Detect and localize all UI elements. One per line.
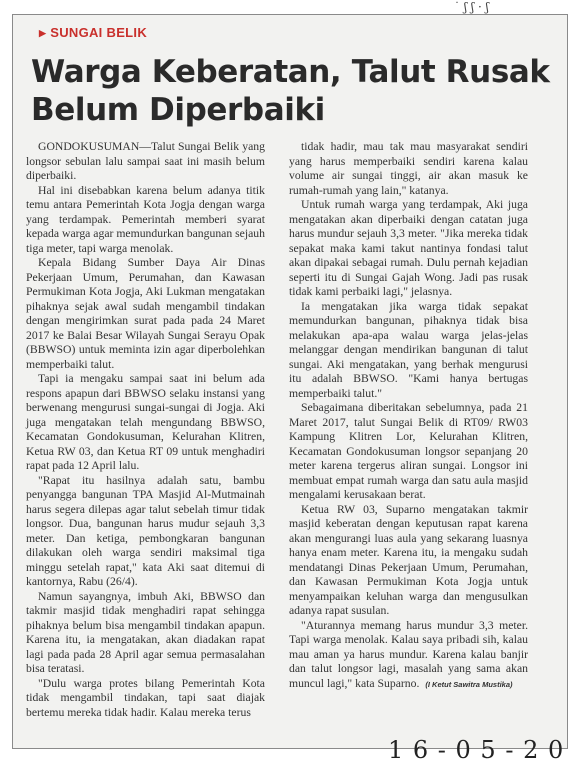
author-byline: (I Ketut Sawitra Mustika): [425, 679, 513, 689]
article-column-left: [26, 140, 265, 720]
paragraph: "Rapat itu hasilnya adalah satu, bambu penyangga bangunan TPA Masjid Al-Mutmainah harus segera dilepas agar talut sebelah timur tidak longsor. Dua, bangunan harus mudur sejauh 3,3 meter. Dan ketiga, pembongkaran bangunan dilakukan oleh warga sendiri maksimal tiga minggu setelah rapat," kata Aki saat ditemui di kantornya, Rabu (26/4).: [26, 473, 265, 588]
paragraph: GONDOKUSUMAN—Talut Sungai Belik yang longsor sebulan lalu sampai saat ini masih belum diperbaiki.: [26, 140, 265, 182]
article-headline: Warga Keberatan, Talut Rusak Belum Diperbaiki: [31, 54, 550, 128]
paragraph: Namun sayangnya, imbuh Aki, BBWSO dan takmir masjid tidak menghadiri rapat sehingga pihaknya belum bisa mengambil tindakan apapun. Karena itu, ia mengatakan, akan diadakan rapat lagi pada pada 28 April agar semua permasalahan bisa teratasi.: [26, 589, 265, 675]
article-column-right: [289, 140, 528, 692]
paragraph: Kepala Bidang Sumber Daya Air Dinas Pekerjaan Umum, Perumahan, dan Kawasan Permukiman Kota Jogja, Aki Lukman mengatakan pihaknya sejak awal sudah mengambil tindakan dengan mengirimkan surat pada pada 24 Maret 2017 ke Balai Besar Wilayah Sungai Serayu Opak (BBWSO) untuk meminta izin agar diperbolehkan memperbaiki talut.: [26, 256, 265, 371]
paragraph: Tapi ia mengaku sampai saat ini belum ada respons apapun dari BBWSO selaku instansi yang berwenang mengurusi sungai-sungai di Jogja. Aki juga mengatakan telah mengundang BBWSO, Kecamatan Gondokusuman, Kelurahan Klitren, Ketua RW 03, dan Ketua RT 09 untuk menghadiri rapat pada 12 April lalu.: [26, 372, 265, 472]
paragraph: Sebagaimana diberitakan sebelumnya, pada 21 Maret 2017, talut Sungai Belik di RT09/ RW03 Kampung Klitren Lor, Kelurahan Klitren, Kecamatan Gondokusuman longsor sepanjang 20 meter karena tergerus aliran sungai. Longsor ini membuat empat rumah warga dan satu aula masjid mengalami kerusakaan berat.: [289, 401, 528, 501]
triangle-bullet-icon: ▶: [39, 28, 47, 38]
paragraph: Ia mengatakan jika warga tidak sepakat memundurkan bangunan, pihaknya tidak bisa melakukan apa-apa walau warga jelas-jelas melanggar dengan mendirikan bangunan di talut sungai. Aki mengatakan, yang berhak mengurusi itu adalah BBWSO. "Kami hanya bertugas memperbaiki talut.": [289, 299, 528, 400]
kicker-label: SUNGAI BELIK: [50, 25, 148, 40]
paragraph: "Dulu warga protes bilang Pemerintah Kota tidak mengambil tindakan, tapi saat diajak bertemu mereka tidak hadir. Kalau mereka terus: [26, 676, 265, 719]
handwritten-top-mark: ˙ ʃ ʃ · ʃ: [454, 0, 489, 14]
section-kicker: [39, 25, 147, 40]
paragraph-text: "Aturannya memang harus mundur 3,3 meter. Tapi warga menolak. Kalau saya pribadi sih, kalau mau aman ya harus mundur. Karena kalau banjir dan talut longsor lagi, masalah yang sama akan muncul lagi," kata Suparno.: [289, 618, 528, 690]
last-paragraph: [289, 619, 528, 693]
paragraph: tidak hadir, mau tak mau masyarakat sendiri yang harus memperbaiki sendiri karena kalau volume air sungai tinggi, air akan masuk ke rumah-rumah yang lain," katanya.: [289, 140, 528, 197]
paragraph: Ketua RW 03, Suparno mengatakan takmir masjid keberatan dengan keputusan rapat karena akan mengurangi luas aula yang sekarang luasnya hanya enam meter. Karena itu, ia mengaku sudah mendatangi Dinas Pekerjaan Umum, Perumahan, dan Kawasan Permukiman Kota Jogja untuk menyampaikan keluhan warga dan mengusulkan adanya rapat susulan.: [289, 502, 528, 617]
handwritten-date: 1 6 - 0 5 - 2 0: [388, 736, 565, 764]
paragraph: Hal ini disebabkan karena belum adanya titik temu antara Pemerintah Kota Jogja dengan warga yang terdampak. Pemerintah memberi syarat kepada warga agar memundurkan bangunan sejauh tiga meter, tapi warga menolak.: [26, 183, 265, 255]
paragraph: Untuk rumah warga yang terdampak, Aki juga mengatakan akan diperbaiki dengan catatan juga harus mundur sejauh 3,3 meter. "Jika mereka tidak sepakat maka kami takut nantinya fondasi talut akan dipakai sebagai rumah. Dulu pernah kejadian seperti itu di Sungai Gajah Wong. Jadi pas rusak tidak kami perbaiki lagi," jelasnya.: [289, 198, 528, 298]
